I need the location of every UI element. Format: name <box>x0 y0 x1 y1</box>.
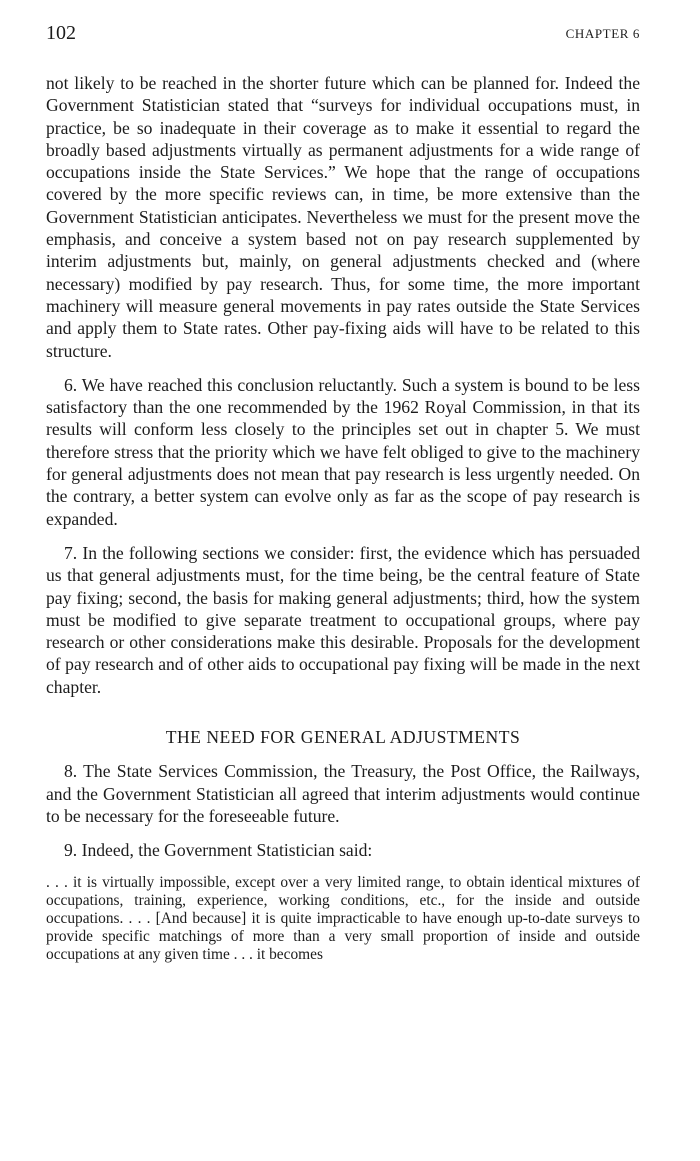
paragraph-7: 7. In the following sections we consider: first, the evidence which has persuaded us that general adjustments must, for the time being, be the central feature of State pay fixing; second, the basis for making general adjustments; third, how the system must be modified to give separate treatment to occupational groups, where pay research or other considerations make this desirable. Proposals for the development of pay research and of other aids to occupational pay fixing will be made in the next chapter. <box>46 542 640 697</box>
page-number: 102 <box>46 22 76 44</box>
paragraph-6: 6. We have reached this conclusion reluctantly. Such a system is bound to be less satisfactory than the one recommended by the 1962 Royal Commission, in that its results will conform less closely to the principles set out in chapter 5. We must therefore stress that the priority which we have felt obliged to give to the machinery for general adjustments does not mean that pay research is less urgently needed. On the contrary, a better system can evolve only as far as the scope of pay research is expanded. <box>46 374 640 529</box>
section-heading: THE NEED FOR GENERAL ADJUSTMENTS <box>165 727 521 748</box>
paragraph-8: 8. The State Services Commission, the Treasury, the Post Office, the Railways, and the Government Statistician all agreed that interim adjustments would continue to be necessary for the foreseeable future. <box>46 761 640 826</box>
paragraph-9: 9. Indeed, the Government Statistician said: <box>64 840 373 861</box>
running-head: CHAPTER 6 <box>565 26 640 41</box>
page-header <box>46 22 640 48</box>
paragraph-continued: not likely to be reached in the shorter future which can be planned for. Indeed the Government Statistician stated that “surveys for individual occupations must, in practice, be so inadequate in their coverage as to make it essential to regard the broadly based adjustments virtually as permanent adjustments for a wide range of occupations inside the State Services.” We hope that the range of occupations covered by the more specific reviews can, in time, be more extensive than the Government Statistician anticipates. Nevertheless we must for the present move the emphasis, and conceive a system based not on pay research supplemented by interim adjustments but, mainly, on general adjustments checked and (where necessary) modified by pay research. Thus, for some time, the more important machinery will measure general movements in pay rates outside the State Services and apply them to State rates. Other pay-fixing aids will have to be related to this structure. <box>46 73 640 361</box>
body-text <box>46 72 640 977</box>
block-quote: . . . it is virtually impossible, except over a very limited range, to obtain identical mixtures of occupations, training, experience, working conditions, etc., for the inside and outside occupations. . . . [And because] it is quite impracticable to have enough up-to-date surveys to provide specific matchings of more than a very small proportion of inside and outside occupations at any given time . . . it becomes <box>46 873 640 964</box>
